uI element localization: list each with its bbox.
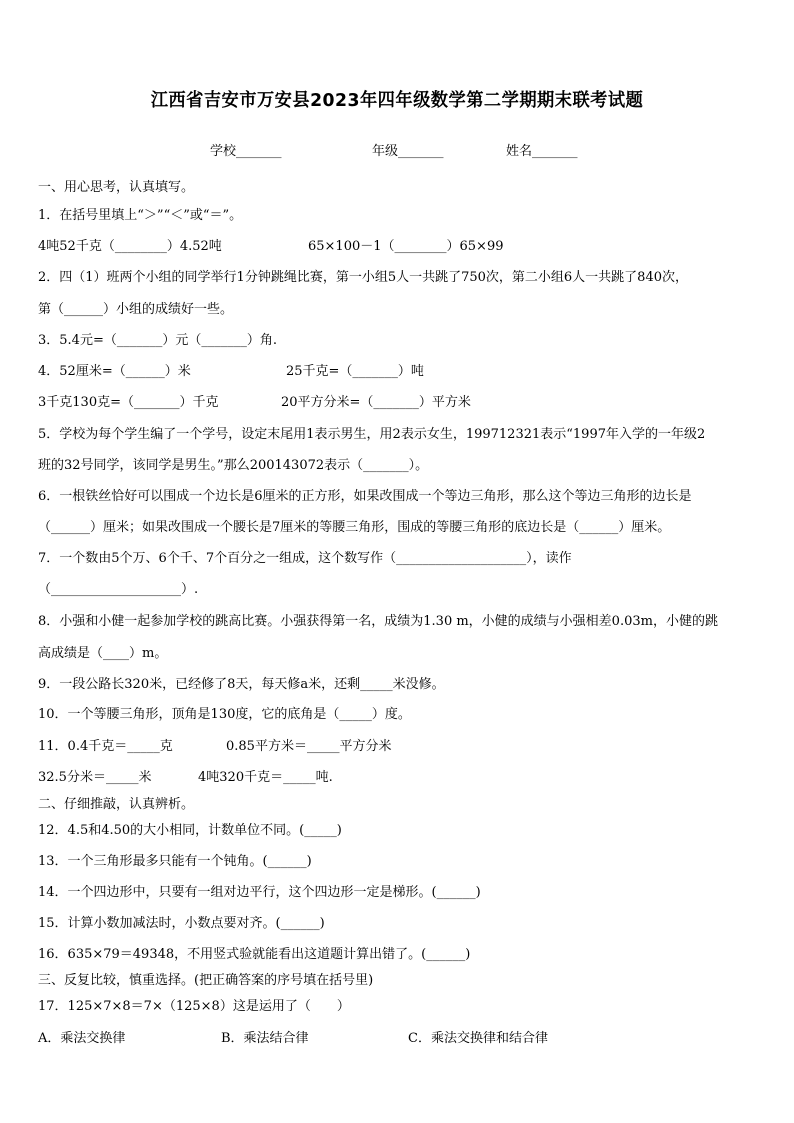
question-6-line-2: （______）厘米；如果改围成一个腰长是7厘米的等腰三角形，围成的等腰三角形的底边长是（______）厘米。 bbox=[38, 520, 671, 535]
question-4d: 20平方分米=（_______）平方米 bbox=[281, 395, 471, 410]
question-9: 9．一段公路长320米，已经修了8天，每天修a米，还剩_____米没修。 bbox=[38, 677, 445, 692]
question-7-line-1: 7．一个数由5个万、6个千、7个百分之一组成，这个数写作（____________________），读作 bbox=[38, 551, 572, 566]
question-2-line-1: 2．四（1）班两个小组的同学举行1分钟跳绳比赛，第一小组5人一共跳了750次，第二小组6人一共跳了840次， bbox=[38, 270, 688, 285]
section-2-heading: 二、仔细推敲，认真辨析。 bbox=[38, 797, 195, 812]
question-3: 3．5.4元=（_______）元（_______）角. bbox=[38, 333, 277, 348]
question-7-line-2: （____________________）. bbox=[38, 582, 199, 597]
section-1-heading: 一、用心思考，认真填写。 bbox=[38, 180, 195, 195]
grade-field: 年级_______ bbox=[372, 144, 444, 159]
question-16: 16．635×79＝49348，不用竖式验就能看出这道题计算出错了。(______) bbox=[38, 947, 471, 962]
question-2-line-2: 第（______）小组的成绩好一些。 bbox=[38, 302, 234, 317]
question-10: 10．一个等腰三角形，顶角是130度，它的底角是（_____）度。 bbox=[38, 707, 411, 722]
question-15: 15．计算小数加减法时，小数点要对齐。(______) bbox=[38, 916, 325, 931]
question-4c: 3千克130克=（_______）千克 bbox=[38, 395, 219, 410]
school-field: 学校_______ bbox=[210, 144, 282, 159]
question-13: 13．一个三角形最多只能有一个钝角。(______) bbox=[38, 854, 312, 869]
question-17: 17．125×7×8＝7×（125×8）这是运用了（ ） bbox=[38, 999, 350, 1014]
question-4a: 4．52厘米=（______）米 bbox=[38, 364, 191, 379]
question-1: 1．在括号里填上“＞”“＜”或“＝”。 bbox=[38, 208, 243, 223]
option-b: B．乘法结合律 bbox=[221, 1031, 309, 1046]
question-11b: 0.85平方米＝_____平方分米 bbox=[226, 739, 392, 754]
question-14: 14．一个四边形中，只要有一组对边平行，这个四边形一定是梯形。(______) bbox=[38, 885, 481, 900]
question-4b: 25千克=（_______）吨 bbox=[286, 364, 424, 379]
question-5-line-2: 班的32号同学，该同学是男生。”那么200143072表示（_______）。 bbox=[38, 458, 429, 473]
question-1a: 4吨52千克（________）4.52吨 bbox=[38, 239, 222, 254]
question-11d: 4吨320千克＝_____吨. bbox=[198, 770, 333, 785]
student-info-row bbox=[0, 140, 794, 160]
name-field: 姓名_______ bbox=[506, 144, 578, 159]
page-title: 江西省吉安市万安县2023年四年级数学第二学期期末联考试题 bbox=[150, 90, 644, 111]
question-12: 12．4.5和4.50的大小相同，计数单位不同。(_____) bbox=[38, 823, 342, 838]
option-a: A．乘法交换律 bbox=[38, 1031, 126, 1046]
question-6-line-1: 6．一根铁丝恰好可以围成一个边长是6厘米的正方形，如果改围成一个等边三角形，那么这个等边三角形的边长是 bbox=[38, 489, 692, 504]
question-8-line-1: 8．小强和小健一起参加学校的跳高比赛。小强获得第一名，成绩为1.30 m，小健的成绩与小强相差0.03m，小健的跳 bbox=[38, 614, 718, 629]
section-3-heading: 三、反复比较，慎重选择。(把正确答案的序号填在括号里) bbox=[38, 973, 374, 988]
question-8-line-2: 高成绩是（____）m。 bbox=[38, 646, 168, 661]
question-1b: 65×100－1（________）65×99 bbox=[308, 239, 504, 254]
option-c: C．乘法交换律和结合律 bbox=[408, 1031, 548, 1046]
question-11a: 11．0.4千克＝_____克 bbox=[38, 739, 173, 754]
question-11c: 32.5分米＝_____米 bbox=[38, 770, 152, 785]
question-5-line-1: 5．学校为每个学生编了一个学号，设定末尾用1表示男生，用2表示女生，199712321表示“1997年入学的一年级2 bbox=[38, 427, 706, 442]
